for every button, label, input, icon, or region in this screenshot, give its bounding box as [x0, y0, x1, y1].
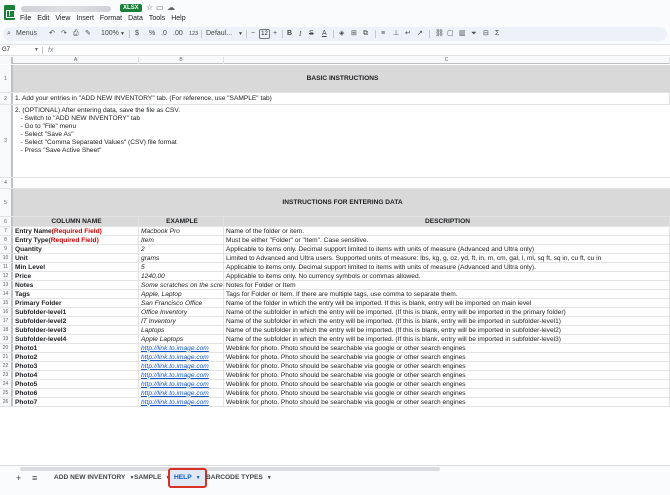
row-header[interactable]: 4: [0, 178, 13, 188]
example-cell[interactable]: 1240.00: [139, 272, 224, 280]
cloud-status-icon[interactable]: ☁: [167, 3, 175, 12]
field-name: Price: [15, 272, 32, 280]
description-cell[interactable]: Applicable to items only. Decimal support limited to items with units of measure (Advanced and Ultra only).: [224, 263, 670, 271]
table-row: [0, 326, 670, 335]
text-color-icon[interactable]: A: [322, 30, 327, 37]
example-cell[interactable]: 5: [139, 263, 224, 271]
row-header[interactable]: 10: [0, 254, 13, 262]
bold-icon[interactable]: B: [287, 30, 293, 37]
table-row: [0, 65, 670, 93]
field-name: Subfolder-level1: [15, 308, 67, 316]
row-header[interactable]: 12: [0, 272, 13, 280]
description-cell[interactable]: Limited to Advanced and Ultra users. Supported units of measure: lbs, kg, g, oz, yd, ft, in, m, cm, gal, l, ml, sq ft, sq in, cu ft, cu in: [224, 254, 670, 262]
row-header[interactable]: 18: [0, 326, 13, 334]
name-box[interactable]: G7: [2, 47, 11, 53]
horizontal-align-icon[interactable]: ≡: [381, 30, 386, 37]
description-cell[interactable]: Must be either "Folder" or "Item". Case sensitive.: [224, 236, 670, 244]
menu-insert[interactable]: Insert: [76, 15, 94, 22]
field-name: Min Level: [15, 263, 46, 271]
sheet-tab-bar: [0, 465, 670, 495]
row-header[interactable]: 9: [0, 245, 13, 253]
table-row: [0, 299, 670, 308]
field-name: Photo7: [15, 398, 38, 406]
menu-bar: [20, 14, 192, 23]
column-name-cell[interactable]: [13, 353, 139, 361]
row-header[interactable]: 23: [0, 371, 13, 379]
description-cell[interactable]: Name of the subfolder in which the entry will be imported. (If this is blank, entry will be imported in subfolder-level1): [224, 317, 670, 325]
font-size-input[interactable]: 12: [259, 29, 270, 39]
table-row: [0, 281, 670, 290]
column-header-b[interactable]: B: [139, 57, 224, 64]
table-row: [0, 335, 670, 344]
spreadsheet-grid[interactable]: [0, 57, 670, 465]
row-header[interactable]: 7: [0, 227, 13, 235]
column-name-cell[interactable]: [13, 398, 139, 406]
row-header[interactable]: 5: [0, 189, 13, 216]
field-name: Quantity: [15, 245, 42, 253]
example-cell[interactable]: San Francisco Office: [139, 299, 224, 307]
filter-icon[interactable]: ⏷: [471, 30, 477, 37]
add-sheet-icon[interactable]: +: [16, 473, 22, 483]
column-name-cell[interactable]: [13, 254, 139, 262]
chevron-down-icon[interactable]: ▼: [120, 31, 125, 37]
menu-format[interactable]: Format: [99, 15, 123, 22]
increase-decimal-button[interactable]: .00: [173, 30, 183, 37]
column-header-a[interactable]: A: [13, 57, 139, 64]
menu-view[interactable]: View: [55, 15, 71, 22]
example-cell[interactable]: 2: [139, 245, 224, 253]
column-name-cell[interactable]: [13, 281, 139, 289]
description-cell[interactable]: Weblink for photo. Photo should be searchable via google or other search engines: [224, 398, 670, 406]
field-name: Unit: [15, 254, 28, 262]
search-menus-label[interactable]: Menus: [16, 30, 38, 37]
description-cell[interactable]: Weblink for photo. Photo should be searchable via google or other search engines: [224, 344, 670, 352]
column-name-cell[interactable]: [13, 317, 139, 325]
table-row: [0, 290, 670, 299]
table-row: [0, 272, 670, 281]
table-row: [0, 217, 670, 227]
filter-views-icon[interactable]: ⊟: [483, 30, 489, 37]
chevron-down-icon[interactable]: ▼: [129, 475, 135, 481]
column-name-cell[interactable]: [13, 290, 139, 298]
example-cell[interactable]: Macbook Pro: [139, 227, 224, 235]
text-rotation-icon[interactable]: ↗: [417, 30, 423, 37]
field-name: Photo4: [15, 371, 38, 379]
column-name-cell[interactable]: [13, 326, 139, 334]
file-type-badge: XLSX: [120, 4, 142, 12]
redo-icon[interactable]: ↷: [61, 30, 67, 37]
chevron-down-icon[interactable]: ▼: [165, 475, 171, 481]
sheets-logo-icon[interactable]: [4, 5, 15, 20]
column-name-cell[interactable]: [13, 380, 139, 388]
description-cell[interactable]: Name of the subfolder in which the entry will be imported. (If this is blank, entry will be imported in subfolder-level2): [224, 326, 670, 334]
table-row: [0, 254, 670, 263]
increase-font-size-button[interactable]: +: [273, 30, 278, 37]
menu-tools[interactable]: Tools: [148, 15, 166, 22]
required-field-label: (Required Field): [48, 236, 99, 244]
title-bar: [0, 0, 670, 26]
row-header[interactable]: 25: [0, 389, 13, 397]
field-name: Photo1: [15, 344, 38, 352]
example-cell[interactable]: Item: [139, 236, 224, 244]
chevron-down-icon[interactable]: ▼: [266, 475, 272, 481]
chevron-down-icon[interactable]: ▼: [195, 475, 201, 481]
functions-icon[interactable]: Σ: [495, 30, 500, 37]
description-cell[interactable]: Weblink for photo. Photo should be searchable via google or other search engines: [224, 362, 670, 370]
currency-format-button[interactable]: $: [135, 30, 139, 37]
italic-icon[interactable]: I: [299, 30, 302, 38]
column-name-cell[interactable]: [13, 371, 139, 379]
paint-format-icon[interactable]: ✎: [85, 30, 91, 37]
percent-format-button[interactable]: %: [149, 30, 156, 37]
column-name-cell[interactable]: [13, 344, 139, 352]
example-link-cell[interactable]: http://link.to.image.com: [139, 398, 224, 406]
menu-help[interactable]: Help: [171, 15, 186, 22]
field-name: Entry Type: [15, 236, 49, 244]
description-cell[interactable]: Weblink for photo. Photo should be searchable via google or other search engines: [224, 380, 670, 388]
column-name-cell[interactable]: [13, 263, 139, 271]
row-header[interactable]: 6: [0, 217, 13, 226]
example-cell[interactable]: grams: [139, 254, 224, 262]
font-select[interactable]: Defaul...: [206, 30, 233, 37]
description-cell[interactable]: Notes for Folder or Item: [224, 281, 670, 289]
column-name-cell[interactable]: [13, 245, 139, 253]
star-icon[interactable]: ☆: [146, 3, 154, 12]
example-cell[interactable]: Office Inventory: [139, 308, 224, 316]
example-cell[interactable]: Apple, Laptop: [139, 290, 224, 298]
example-link-cell[interactable]: http://link.to.image.com: [139, 371, 224, 379]
column-header-bar: [0, 57, 670, 64]
column-name-cell[interactable]: [13, 299, 139, 307]
description-cell[interactable]: Weblink for photo. Photo should be searchable via google or other search engines: [224, 353, 670, 361]
table-row: [0, 178, 670, 189]
description-cell[interactable]: Name of the subfolder in which the entry will be imported. (If this is blank, entry will be imported in subfolder-level3): [224, 335, 670, 343]
insert-chart-icon[interactable]: ▥: [459, 30, 466, 37]
instruction-cell[interactable]: 2. (OPTIONAL) After entering data, save the file as CSV. - Switch to "ADD NEW INVENTORY" tab - Go to "File" menu - Select "Save As" - Select "Comma Separated Values" (CSV) file format - Press "Save Active Sheet": [15, 107, 181, 154]
menu-file[interactable]: File: [20, 15, 32, 22]
column-name-cell[interactable]: [13, 335, 139, 343]
zoom-select[interactable]: 100%: [101, 30, 119, 37]
row-header[interactable]: 14: [0, 290, 13, 298]
formula-bar: [0, 44, 670, 56]
sheet-tab-add-new-inventory[interactable]: [50, 470, 138, 486]
toolbar: [3, 27, 667, 41]
row-header[interactable]: 15: [0, 299, 13, 307]
example-link-cell[interactable]: http://link.to.image.com: [139, 344, 224, 352]
sheet-tab-label: BARCODE TYPES: [206, 474, 263, 481]
insert-comment-icon[interactable]: ▢: [447, 30, 454, 37]
field-name: Entry Name: [15, 227, 52, 235]
section-header-cell[interactable]: INSTRUCTIONS FOR ENTERING DATA: [13, 189, 670, 216]
decrease-font-size-button[interactable]: −: [251, 30, 256, 37]
table-row: [0, 236, 670, 245]
table-row: [0, 389, 670, 398]
description-cell[interactable]: Applicable to items only. No currency symbols or commas allowed.: [224, 272, 670, 280]
fill-color-icon[interactable]: ◈: [339, 30, 345, 37]
row-header[interactable]: 13: [0, 281, 13, 289]
field-name: Photo6: [15, 389, 38, 397]
example-cell[interactable]: Laptops: [139, 326, 224, 334]
column-name-cell[interactable]: [13, 272, 139, 280]
example-link-cell[interactable]: http://link.to.image.com: [139, 389, 224, 397]
field-name: Primary Folder: [15, 299, 62, 307]
table-row: [0, 227, 670, 236]
text-wrap-icon[interactable]: ↵: [405, 30, 411, 37]
table-row: [0, 353, 670, 362]
column-header-c[interactable]: C: [224, 57, 670, 64]
select-all-corner[interactable]: [0, 57, 13, 64]
chevron-down-icon[interactable]: ▼: [238, 31, 243, 37]
search-icon[interactable]: ⌕: [7, 30, 11, 37]
decrease-decimal-button[interactable]: .0: [161, 30, 167, 37]
strikethrough-icon[interactable]: S: [309, 30, 314, 37]
description-cell[interactable]: Weblink for photo. Photo should be searchable via google or other search engines: [224, 371, 670, 379]
table-row: [0, 344, 670, 353]
field-name: Subfolder-level2: [15, 317, 67, 325]
sheet-tab-label: HELP: [174, 474, 192, 481]
table-row: [0, 398, 670, 407]
table-row: [0, 362, 670, 371]
table-row: [0, 189, 670, 217]
document-title[interactable]: [21, 4, 117, 13]
row-header[interactable]: 1: [0, 65, 13, 92]
table-row: [0, 380, 670, 389]
table-row: [0, 371, 670, 380]
field-name: Notes: [15, 281, 34, 289]
column-name-cell[interactable]: [13, 227, 139, 235]
sheet-tab-label: SAMPLE: [134, 474, 162, 481]
field-name: Tags: [15, 290, 30, 298]
sheet-tab-help[interactable]: [170, 470, 205, 486]
sheet-tab-barcode-types[interactable]: [202, 470, 276, 486]
menu-edit[interactable]: Edit: [37, 15, 50, 22]
field-name: Subfolder-level3: [15, 326, 67, 334]
menu-data[interactable]: Data: [128, 15, 143, 22]
row-header[interactable]: 17: [0, 317, 13, 325]
row-header[interactable]: 11: [0, 263, 13, 271]
vertical-align-icon[interactable]: ⊥: [393, 30, 400, 37]
column-name-cell[interactable]: [13, 236, 139, 244]
description-cell[interactable]: Tags for Folder or Item. If there are multiple tags, use comma to separate them.: [224, 290, 670, 298]
merge-cells-icon[interactable]: ⧉: [363, 30, 368, 37]
all-sheets-icon[interactable]: ≡: [32, 473, 38, 483]
sheet-tab-label: ADD NEW INVENTORY: [54, 474, 126, 481]
example-link-cell[interactable]: http://link.to.image.com: [139, 353, 224, 361]
row-header[interactable]: 19: [0, 335, 13, 343]
description-cell[interactable]: Name of the folder or item.: [224, 227, 670, 235]
column-name-cell[interactable]: [13, 389, 139, 397]
required-field-label: (Required Field): [51, 227, 102, 235]
example-link-cell[interactable]: http://link.to.image.com: [139, 362, 224, 370]
row-header[interactable]: 3: [0, 105, 13, 177]
description-cell[interactable]: Name of the folder in which the entry will be imported. If this is blank, entry will be imported on main level: [224, 299, 670, 307]
example-cell[interactable]: Some scratches on the scre: [141, 281, 223, 289]
table-row: [0, 308, 670, 317]
row-header[interactable]: 22: [0, 362, 13, 370]
example-link-cell[interactable]: http://link.to.image.com: [139, 380, 224, 388]
column-name-header[interactable]: COLUMN NAME: [13, 217, 139, 226]
row-header[interactable]: 2: [0, 93, 13, 104]
row-header[interactable]: 16: [0, 308, 13, 316]
description-cell[interactable]: Weblink for photo. Photo should be searchable via google or other search engines: [224, 389, 670, 397]
instruction-cell[interactable]: 1. Add your entries in "ADD NEW INVENTORY" tab. (For reference, use "SAMPLE" tab): [13, 93, 670, 104]
example-cell[interactable]: Apple Laptops: [139, 335, 224, 343]
row-header[interactable]: 21: [0, 353, 13, 361]
field-name: Photo2: [15, 353, 38, 361]
fx-icon: fx: [48, 47, 54, 54]
field-name: Photo3: [15, 362, 38, 370]
sheet-tab-sample[interactable]: [130, 470, 174, 486]
table-row: [0, 245, 670, 254]
insert-link-icon[interactable]: ⛓: [435, 30, 444, 37]
borders-icon[interactable]: ⊞: [351, 30, 357, 37]
table-row: [0, 93, 670, 105]
field-name: Subfolder-level4: [15, 335, 67, 343]
column-name-cell[interactable]: [13, 308, 139, 316]
move-folder-icon[interactable]: ▭: [156, 3, 164, 12]
undo-icon[interactable]: ↶: [49, 30, 55, 37]
chevron-down-icon[interactable]: ▼: [34, 47, 39, 53]
description-cell[interactable]: Name of the subfolder in which the entry will be imported. (If this is blank, entry will be imported in the primary folder): [224, 308, 670, 316]
example-header[interactable]: EXAMPLE: [139, 217, 224, 226]
row-header[interactable]: 26: [0, 398, 13, 406]
row-header[interactable]: 8: [0, 236, 13, 244]
number-format-button[interactable]: 123: [189, 31, 199, 37]
table-row: [0, 317, 670, 326]
row-header[interactable]: 24: [0, 380, 13, 388]
row-header[interactable]: 20: [0, 344, 13, 352]
column-name-cell[interactable]: [13, 362, 139, 370]
print-icon[interactable]: ⎙: [73, 30, 79, 37]
table-row: [0, 263, 670, 272]
section-header-cell[interactable]: BASIC INSTRUCTIONS: [13, 65, 670, 92]
example-cell[interactable]: IT Inventory: [139, 317, 224, 325]
field-name: Photo5: [15, 380, 38, 388]
description-cell[interactable]: Applicable to items only. Decimal support limited to items with units of measure (Advanced and Ultra only): [224, 245, 670, 253]
description-header[interactable]: DESCRIPTION: [224, 217, 670, 226]
table-row: [0, 105, 670, 178]
